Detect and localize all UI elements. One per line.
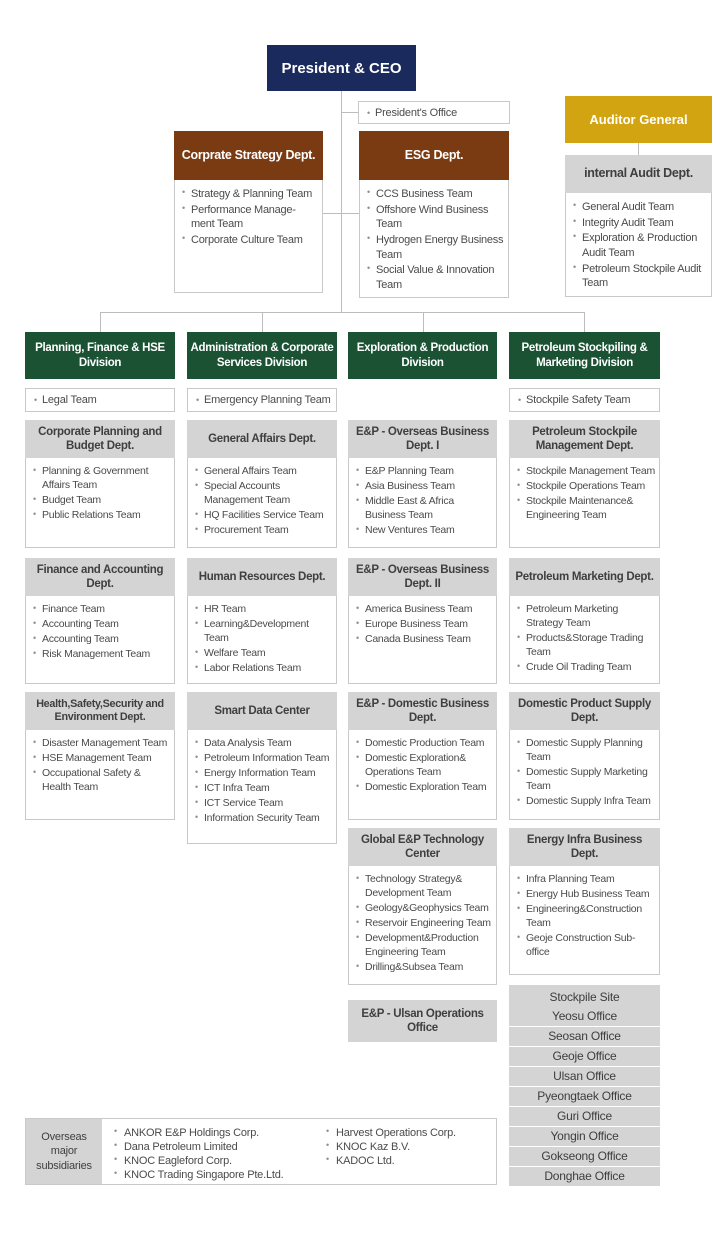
- subsidiary-item: • KNOC Eagleford Corp.: [114, 1154, 326, 1168]
- team-item: • Asia Business Team: [356, 480, 493, 494]
- team-item: • New Ventures Team: [356, 524, 493, 538]
- team-item: • General Affairs Team: [195, 465, 333, 479]
- office-item: Yongin Office: [509, 1126, 660, 1146]
- dept-corporate-strategy: [174, 131, 323, 293]
- team-item: • Stockpile Management Team: [517, 465, 656, 479]
- dept-corporate-planning-budget: [25, 420, 175, 548]
- team-item: • Infra Planning Team: [517, 873, 656, 887]
- team-list: [187, 458, 337, 548]
- overseas-subsidiaries-lists: [102, 1119, 496, 1184]
- dept-title: Corporate Planning and Budget Dept.: [25, 420, 175, 458]
- team-item: • Stockpile Operations Team: [517, 480, 656, 494]
- connector-ceo-vertical: [341, 91, 342, 312]
- team-item: • HSE Management Team: [33, 752, 171, 766]
- subsidiary-item: • Harvest Operations Corp.: [326, 1126, 456, 1140]
- team-item: • Labor Relations Team: [195, 662, 333, 676]
- division-exploration-production: Exploration & Production Division: [348, 332, 497, 379]
- dept-internal-audit: [565, 155, 712, 293]
- dept-human-resources: [187, 558, 337, 684]
- team-list: [25, 596, 175, 684]
- dept-title: Health,Safety,Security and Environment Dept.: [25, 692, 175, 730]
- team-list: [509, 730, 660, 820]
- team-item: • America Business Team: [356, 603, 493, 617]
- dept-title: Finance and Accounting Dept.: [25, 558, 175, 596]
- subsidiary-item: • KNOC Kaz B.V.: [326, 1140, 456, 1154]
- team-item: • Disaster Management Team: [33, 737, 171, 751]
- team-item: • Stockpile Maintenance& Engineering Team: [517, 495, 656, 523]
- team-item: • Public Relations Team: [33, 509, 171, 523]
- team-item: • Middle East & Africa Business Team: [356, 495, 493, 523]
- team-item: • ICT Service Team: [195, 797, 333, 811]
- subsidiary-item: • KADOC Ltd.: [326, 1154, 456, 1168]
- office-item: Geoje Office: [509, 1046, 660, 1066]
- president-ceo-box: President & CEO: [267, 45, 416, 91]
- office-item: Ulsan Office: [509, 1066, 660, 1086]
- team-item: • ICT Infra Team: [195, 782, 333, 796]
- team-item: • Drilling&Subsea Team: [356, 961, 493, 975]
- team-list: [348, 458, 497, 548]
- team-item: • Canada Business Team: [356, 633, 493, 647]
- team-item: • Domestic Supply Planning Team: [517, 737, 656, 765]
- team-list: [348, 596, 497, 684]
- office-item: Gokseong Office: [509, 1146, 660, 1166]
- dept-ep-overseas-2: [348, 558, 497, 684]
- team-item: • Domestic Supply Marketing Team: [517, 766, 656, 794]
- direct-team-label: Legal Team: [41, 394, 97, 406]
- dept-title: internal Audit Dept.: [565, 155, 712, 193]
- team-item: • Products&Storage Trading Team: [517, 632, 656, 660]
- presidents-office-box: [358, 101, 510, 124]
- team-item: • Domestic Production Team: [356, 737, 493, 751]
- team-item: • Integrity Audit Team: [573, 216, 708, 231]
- dept-energy-infra-business: [509, 828, 660, 975]
- team-item: • Development&Production Engineering Team: [356, 932, 493, 960]
- connector-division-3: [423, 312, 424, 333]
- auditor-general-box: Auditor General: [565, 96, 712, 143]
- emergency-planning-team-box: [187, 388, 337, 412]
- dept-title: Smart Data Center: [187, 692, 337, 730]
- connector-staff-depts: [323, 213, 359, 214]
- team-item: • Reservoir Engineering Team: [356, 917, 493, 931]
- team-item: • Data Analysis Team: [195, 737, 333, 751]
- dept-title: Energy Infra Business Dept.: [509, 828, 660, 866]
- division-administration: Administration & Corporate Services Division: [187, 332, 337, 379]
- team-item: • HQ Facilities Service Team: [195, 509, 333, 523]
- dept-title: General Affairs Dept.: [187, 420, 337, 458]
- subsidiaries-column-2: [326, 1126, 456, 1180]
- office-item: Donghae Office: [509, 1166, 660, 1186]
- team-item: • Occupational Safety & Health Team: [33, 767, 171, 795]
- bullet-icon: •: [196, 395, 199, 405]
- team-list: [509, 866, 660, 975]
- dept-smart-data-center: [187, 692, 337, 844]
- team-item: • Corporate Culture Team: [182, 233, 319, 248]
- direct-team-label: Emergency Planning Team: [203, 394, 331, 406]
- team-item: • Social Value & Innovation Team: [367, 263, 505, 292]
- team-item: • Strategy & Planning Team: [182, 187, 319, 202]
- office-item: Yeosu Office: [552, 1009, 617, 1023]
- team-item: • Offshore Wind Business Team: [367, 203, 505, 232]
- dept-title: Corprate Strategy Dept.: [174, 131, 323, 180]
- dept-title: Petroleum Marketing Dept.: [509, 558, 660, 596]
- team-item: • CCS Business Team: [367, 187, 505, 202]
- dept-global-ep-technology: [348, 828, 497, 985]
- team-list: [187, 596, 337, 684]
- team-item: • Petroleum Stockpile Audit Team: [573, 262, 708, 291]
- team-item: • Special Accounts Management Team: [195, 480, 333, 508]
- team-item: • Energy Information Team: [195, 767, 333, 781]
- stockpile-safety-team-box: [509, 388, 660, 412]
- dept-ep-domestic: [348, 692, 497, 820]
- team-item: • Hydrogen Energy Business Team: [367, 233, 505, 262]
- team-item: • Planning & Government Affairs Team: [33, 465, 171, 493]
- team-item: • E&P Planning Team: [356, 465, 493, 479]
- stockpile-site-header: Stockpile Site: [549, 990, 620, 1004]
- team-item: • Domestic Exploration Team: [356, 781, 493, 795]
- team-item: • Petroleum Marketing Strategy Team: [517, 603, 656, 631]
- team-item: • Petroleum Information Team: [195, 752, 333, 766]
- team-item: • Domestic Exploration& Operations Team: [356, 752, 493, 780]
- team-item: • Geoje Construction Sub-office: [517, 932, 656, 960]
- dept-domestic-product-supply: [509, 692, 660, 820]
- team-list: [25, 730, 175, 820]
- connector-presidents-office: [341, 112, 358, 113]
- team-item: • Welfare Team: [195, 647, 333, 661]
- dept-general-affairs: [187, 420, 337, 548]
- dept-title: Human Resources Dept.: [187, 558, 337, 596]
- team-list: [25, 458, 175, 548]
- subsidiary-item: • Dana Petroleum Limited: [114, 1140, 326, 1154]
- dept-petroleum-stockpile-mgmt: [509, 420, 660, 548]
- team-list: [565, 193, 712, 297]
- office-item: Seosan Office: [509, 1026, 660, 1046]
- direct-team-label: Stockpile Safety Team: [525, 394, 631, 406]
- team-item: • Information Security Team: [195, 812, 333, 826]
- team-list: [348, 730, 497, 820]
- team-item: • Budget Team: [33, 494, 171, 508]
- team-item: • General Audit Team: [573, 200, 708, 215]
- connector-division-2: [262, 312, 263, 333]
- office-list: [509, 1007, 660, 1186]
- subsidiaries-column-1: [114, 1126, 326, 1180]
- connector-division-4: [584, 312, 585, 333]
- team-item: • Procurement Team: [195, 524, 333, 538]
- team-list: [359, 180, 509, 298]
- legal-team-box: [25, 388, 175, 412]
- team-list: [509, 458, 660, 548]
- presidents-office-label: President's Office: [374, 106, 458, 119]
- team-item: • Domestic Supply Infra Team: [517, 795, 656, 809]
- team-item: • Technology Strategy& Development Team: [356, 873, 493, 901]
- dept-title: E&P - Overseas Business Dept. I: [348, 420, 497, 458]
- team-item: • Performance Manage-ment Team: [182, 203, 319, 232]
- dept-hsse: [25, 692, 175, 820]
- dept-ep-ulsan-operations: [348, 1000, 497, 1042]
- team-list: [509, 596, 660, 684]
- connector-division-1: [100, 312, 101, 333]
- connector-divisions-horizontal: [100, 312, 585, 313]
- bullet-icon: •: [367, 107, 370, 118]
- team-list: [348, 866, 497, 985]
- dept-title: E&P - Overseas Business Dept. II: [348, 558, 497, 596]
- team-list: [187, 730, 337, 844]
- overseas-subsidiaries-label: Overseas major subsidiaries: [26, 1119, 102, 1184]
- dept-title: E&P - Domestic Business Dept.: [348, 692, 497, 730]
- office-item: Pyeongtaek Office: [509, 1086, 660, 1106]
- team-item: • Engineering&Construction Team: [517, 903, 656, 931]
- team-item: • Energy Hub Business Team: [517, 888, 656, 902]
- dept-finance-accounting: [25, 558, 175, 684]
- team-item: • Finance Team: [33, 603, 171, 617]
- office-item: Guri Office: [509, 1106, 660, 1126]
- team-item: • HR Team: [195, 603, 333, 617]
- division-stockpiling-marketing: Petroleum Stockpiling & Marketing Division: [509, 332, 660, 379]
- bullet-icon: •: [34, 395, 37, 405]
- team-item: • Accounting Team: [33, 618, 171, 632]
- subsidiary-item: • ANKOR E&P Holdings Corp.: [114, 1126, 326, 1140]
- dept-title: ESG Dept.: [359, 131, 509, 180]
- dept-title: E&P - Ulsan Operations Office: [348, 1000, 497, 1042]
- team-item: • Europe Business Team: [356, 618, 493, 632]
- division-planning-finance-hse: Planning, Finance & HSE Division: [25, 332, 175, 379]
- team-item: • Crude Oil Trading Team: [517, 661, 656, 675]
- team-item: • Risk Management Team: [33, 648, 171, 662]
- team-list: [174, 180, 323, 293]
- dept-ep-overseas-1: [348, 420, 497, 548]
- bullet-icon: •: [518, 395, 521, 405]
- team-item: • Accounting Team: [33, 633, 171, 647]
- team-item: • Geology&Geophysics Team: [356, 902, 493, 916]
- dept-petroleum-marketing: [509, 558, 660, 684]
- subsidiary-item: • KNOC Trading Singapore Pte.Ltd.: [114, 1168, 326, 1182]
- dept-title: Global E&P Technology Center: [348, 828, 497, 866]
- team-item: • Learning&Development Team: [195, 618, 333, 646]
- overseas-subsidiaries: [25, 1118, 497, 1185]
- dept-title: Petroleum Stockpile Management Dept.: [509, 420, 660, 458]
- dept-title: Domestic Product Supply Dept.: [509, 692, 660, 730]
- team-item: • Exploration & Production Audit Team: [573, 231, 708, 260]
- connector-auditor: [638, 143, 639, 155]
- stockpile-site-list: [509, 985, 660, 1186]
- dept-esg: [359, 131, 509, 293]
